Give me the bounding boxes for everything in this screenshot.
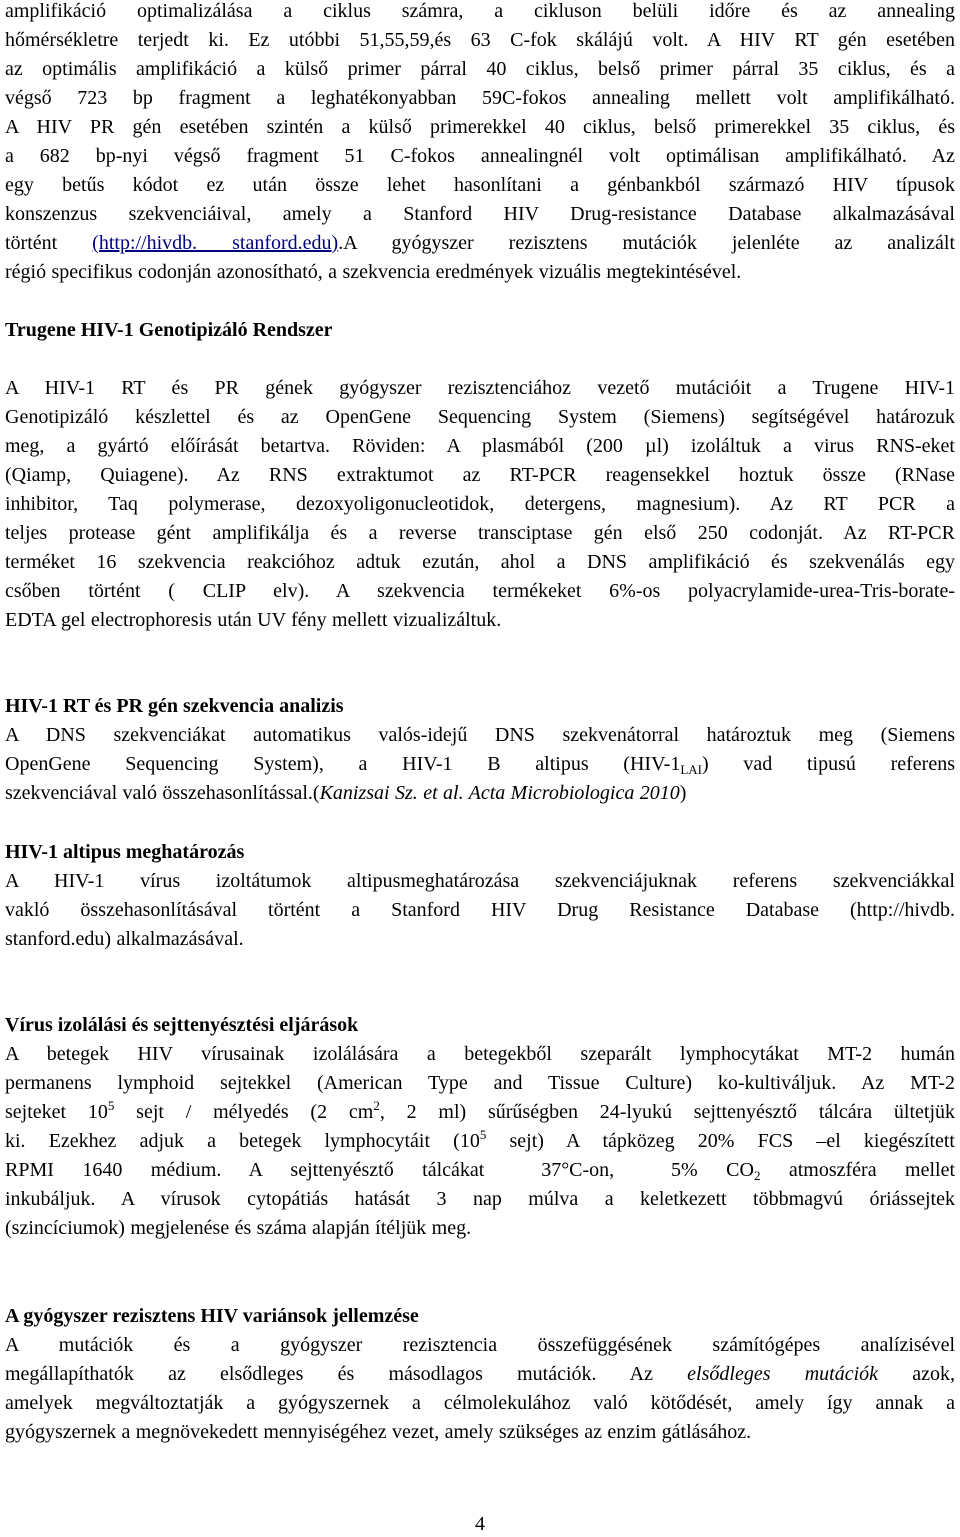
text-line — [5, 779, 955, 808]
citation-authors: Kanizsai Sz. et al. — [319, 782, 464, 804]
text-fragment: OpenGene Sequencing System), a HIV-1 B altipus (HIV-1 — [5, 753, 681, 775]
text-fragment: megállapíthatók az elsődleges és másodlagos mutációk. Az — [5, 1363, 688, 1385]
text-line: (szincíciumok) megjelenése és száma alapján ítéljük meg. — [5, 1217, 472, 1239]
text-line — [5, 1127, 955, 1156]
virus-isolation-paragraph — [5, 1040, 955, 1243]
text-line: csőben történt ( CLIP elv). A szekvencia termékeket 6%-os polyacrylamide-urea-Tris-borate- — [5, 580, 955, 602]
subscript: LAI — [680, 762, 703, 777]
text-line: terméket 16 szekvencia reakcióhoz adtuk ezután, ahol a DNS amplifikáció és szekvenálás egy — [5, 551, 955, 573]
text-line: EDTA gel electrophoresis után UV fény mellett vizualizáltuk. — [5, 609, 502, 631]
text-fragment: azok, — [878, 1363, 955, 1385]
text-fragment: történt — [5, 232, 93, 254]
resistant-variants-paragraph — [5, 1331, 955, 1447]
trugene-paragraph — [5, 374, 955, 635]
text-line: amplifikáció optimalizálása a ciklus számra, a cikluson belüli időre és az annealing — [5, 0, 955, 22]
superscript: 5 — [107, 1098, 115, 1113]
text-line: régió specifikus codonján azonosítható, a szekvencia eredmények vizuális megtekintésével. — [5, 261, 742, 283]
section-heading-virus-isolation: Vírus izolálási és sejttenyésztési eljárások — [5, 1014, 359, 1036]
text-line: stanford.edu) alkalmazásával. — [5, 928, 244, 950]
text-line: amelyek megváltoztatják a gyógyszernek a célmolekulához való kötődését, amely így annak a — [5, 1392, 955, 1414]
text-fragment: .A gyógyszer rezisztens mutációk jelenléte az analizált — [338, 232, 956, 254]
text-line: A mutációk és a gyógyszer rezisztencia összefüggésének számítógépes analízisével — [5, 1334, 955, 1356]
text-fragment: , 2 ml) sűrűségben 24-lyukú sejttenyésztő tálcára ültetjük — [379, 1101, 956, 1123]
text-line: permanens lymphoid sejtekkel (American Type and Tissue Culture) ko-kultiváljuk. Az MT-2 — [5, 1072, 955, 1094]
text-fragment: atmoszféra mellet — [760, 1159, 956, 1181]
text-fragment: ki. Ezekhez adjuk a betegek lymphocytáit (10 — [5, 1130, 480, 1152]
emphasis-primary-mutations: elsődleges mutációk — [687, 1363, 879, 1385]
text-fragment: szekvenciával való összehasonlítással.( — [5, 782, 320, 804]
section-heading-resistant-variants: A gyógyszer rezisztens HIV variánsok jellemzése — [5, 1305, 419, 1327]
citation-journal: Acta Microbiologica 2010 — [463, 782, 680, 804]
rt-pr-paragraph — [5, 721, 955, 808]
text-line: A betegek HIV vírusainak izolálására a betegekből szeparált lymphocytákat MT-2 humán — [5, 1043, 955, 1065]
text-line — [5, 1156, 955, 1185]
text-line: inkubáljuk. A vírusok cytopátiás hatását 3 nap múlva a keletkezett többmagvú óriássejtek — [5, 1188, 955, 1210]
text-fragment: sejt) A tápközeg 20% FCS –el kiegészített — [486, 1130, 955, 1152]
section-heading-altipus: HIV-1 altipus meghatározás — [5, 841, 245, 863]
text-line: vakló összehasonlításával történt a Stanford HIV Drug Resistance Database (http://hivdb. — [5, 899, 955, 921]
text-line — [5, 229, 955, 258]
text-line: Genotipizáló készlettel és az OpenGene Sequencing System (Siemens) segítségével határozuk — [5, 406, 955, 428]
text-line — [5, 1098, 955, 1127]
text-line: a 682 bp-nyi végső fragment 51 C-fokos annealingnél volt optimálisan amplifikálható. Az — [5, 145, 955, 167]
superscript: 2 — [373, 1098, 380, 1113]
hivdb-link[interactable]: (http://hivdb. stanford.edu) — [92, 232, 339, 254]
superscript: 5 — [479, 1127, 487, 1142]
intro-paragraph — [5, 0, 955, 287]
section-heading-rt-pr: HIV-1 RT és PR gén szekvencia analizis — [5, 695, 344, 717]
text-line: A DNS szekvenciákat automatikus valós-idejű DNS szekvenátorral határoztuk meg (Siemens — [5, 724, 955, 746]
text-line: A HIV PR gén esetében szintén a külső primerekkel 40 ciklus, belső primerekkel 35 ciklus, és — [5, 116, 955, 138]
text-line: (Qiamp, Quiagene). Az RNS extraktumot az RT-PCR reagensekkel hoztuk össze (RNase — [5, 464, 955, 486]
text-fragment: ) vad tipusú referens — [702, 753, 955, 775]
subscript: 2 — [753, 1168, 761, 1183]
text-line: meg, a gyártó előírását betartva. Röviden: A plasmából (200 µl) izoláltuk a virus RNS-eket — [5, 435, 955, 457]
text-line: inhibitor, Taq polymerase, dezoxyoligonucleotidok, detergens, magnesium). Az RT PCR a — [5, 493, 955, 515]
text-line: A HIV-1 vírus izoltátumok altipusmeghatározása szekvenciájuknak referens szekvenciákkal — [5, 870, 955, 892]
text-line: konszenzus szekvenciáival, amely a Stanford HIV Drug-resistance Database alkalmazásával — [5, 203, 955, 225]
text-line: A HIV-1 RT és PR gének gyógyszer rezisztenciához vezető mutációit a Trugene HIV-1 — [5, 377, 955, 399]
text-line: az optimális amplifikáció a külső primer párral 40 ciklus, belső primer párral 35 ciklus, és a — [5, 58, 955, 80]
text-fragment: ) — [679, 782, 687, 804]
text-fragment: sejt / mélyedés (2 cm — [114, 1101, 374, 1123]
text-line — [5, 1360, 955, 1389]
text-line: végső 723 bp fragment a leghatékonyabban 59C-fokos annealing mellett volt amplifikálható. — [5, 87, 955, 109]
text-line: teljes protease gént amplifikálja és a reverse transciptase gén első 250 codonját. Az RT-PCR — [5, 522, 955, 544]
altipus-paragraph — [5, 867, 955, 954]
text-line: egy betűs kódot ez után össze lehet hasonlítani a génbankból származó HIV típusok — [5, 174, 955, 196]
section-heading-trugene: Trugene HIV-1 Genotipizáló Rendszer — [5, 319, 333, 341]
text-line: hőmérsékletre terjedt ki. Ez utóbbi 51,55,59,és 63 C-fok skálájú volt. A HIV RT gén esetében — [5, 29, 955, 51]
text-fragment: sejteket 10 — [5, 1101, 108, 1123]
text-line: gyógyszernek a megnövekedett mennyiségéhez vezet, amely szükséges az enzim gátlásához. — [5, 1421, 752, 1443]
text-fragment: RPMI 1640 médium. A sejttenyésztő tálcákat 37°C-on, 5% CO — [5, 1159, 754, 1181]
page-number: 4 — [475, 1513, 485, 1535]
text-line — [5, 750, 955, 779]
